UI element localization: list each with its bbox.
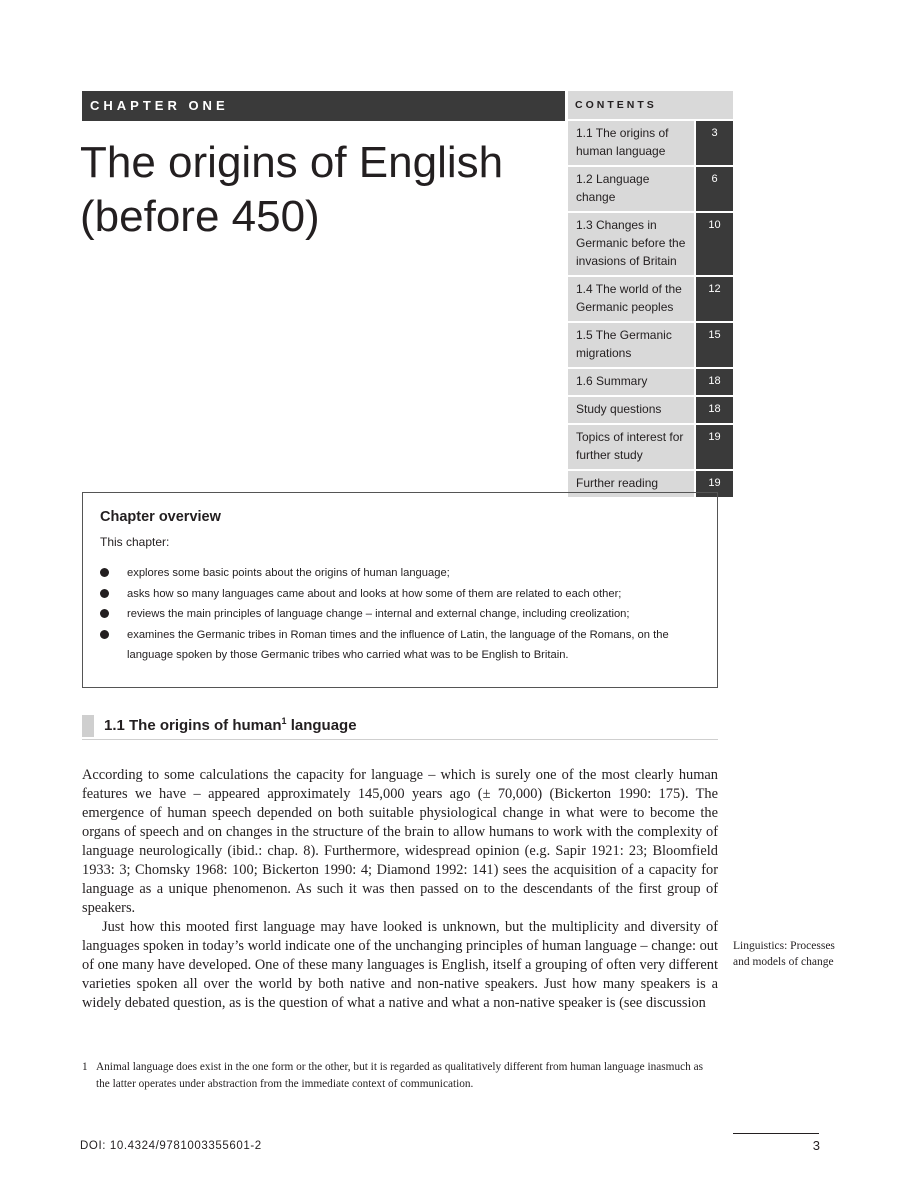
overview-item-text: explores some basic points about the origins of human language;: [127, 567, 450, 579]
footnote-ref[interactable]: 1: [281, 716, 287, 726]
chapter-title-line-1: The origins of English: [80, 138, 504, 187]
toc-entry[interactable]: [568, 277, 733, 321]
toc-entry-page: 10: [696, 213, 733, 275]
footnote-number: 1: [82, 1061, 88, 1073]
overview-item: [100, 604, 700, 625]
toc-entry-page: 18: [696, 369, 733, 395]
chapter-title: [80, 136, 550, 244]
toc-entry-label: 1.3 Changes in Germanic before the invasions of Britain: [568, 213, 694, 275]
chapter-label: CHAPTER ONE: [82, 91, 565, 121]
page-number: 3: [812, 1138, 820, 1153]
toc-entry[interactable]: [568, 369, 733, 395]
toc-entry-page: 12: [696, 277, 733, 321]
overview-item: [100, 563, 700, 584]
toc-entry[interactable]: [568, 121, 733, 165]
toc-entry-page: 18: [696, 397, 733, 423]
section-title: [104, 716, 357, 734]
section-title-suffix: language: [286, 717, 357, 734]
toc-entry-page: 19: [696, 471, 733, 497]
body-paragraph-2: Just how this mooted first language may have looked is unknown, but the multiplicity and diversity of languages spoken in today’s world indicate one of the unchanging principles of human language – change: out of one many have developed. One of these many languages is English, itself a grouping of often very different varieties spoken all over the world by both native and non-native speakers. Just how many speakers is a widely debated question, as is the question of what a native and what a non-native speaker is (see discussion: [82, 919, 718, 1011]
footnote: [82, 1059, 718, 1093]
bullet-icon: [100, 609, 109, 618]
toc-entry-label: Study questions: [568, 397, 694, 423]
chapter-overview-box: [82, 492, 718, 688]
toc-entry[interactable]: [568, 425, 733, 469]
toc-entry-label: 1.4 The world of the Germanic peoples: [568, 277, 694, 321]
overview-item: [100, 584, 700, 605]
toc-entry[interactable]: [568, 213, 733, 275]
toc-entry-label: 1.6 Summary: [568, 369, 694, 395]
toc-entry-page: 15: [696, 323, 733, 367]
overview-item-text: asks how so many languages came about and looks at how some of them are related to each other;: [127, 587, 622, 600]
toc-entry-label: 1.1 The origins of human language: [568, 121, 694, 165]
section-marker-bar: [82, 715, 94, 737]
contents-box: [568, 91, 733, 497]
toc-entry-page: 19: [696, 425, 733, 469]
overview-item: [100, 625, 700, 666]
toc-entry-label: Topics of interest for further study: [568, 425, 694, 469]
toc-entry-page: 3: [696, 121, 733, 165]
toc-entry-label: 1.2 Language change: [568, 167, 694, 211]
overview-title: Chapter overview: [100, 509, 221, 525]
toc-entry-page: 6: [696, 167, 733, 211]
body-paragraph-1: According to some calculations the capacity for language – which is surely one of the most clearly human features we have – appeared approximately 145,000 years ago (± 70,000) (Bickerton 1990: 175). The emergence of human speech depended on both suitable physiological change in what were to become the organs of speech and on changes in the structure of the brain to allow humans to work with the complexity of language neurologically (ibid.: chap. 8). Furthermore, widespread opinion (e.g. Sapir 1921: 23; Bloomfield 1933: 3; Chomsky 1968: 100; Bickerton 1990: 4; Diamond 1992: 141) sees the acquisition of a capacity for language as a unique phenomenon. As such it was then passed on to the descendants of the first group of speakers.: [82, 767, 718, 916]
bullet-icon: [100, 589, 109, 598]
overview-item-text: reviews the main principles of language change – internal and external change, including creolization;: [127, 608, 630, 620]
toc-entry[interactable]: [568, 167, 733, 211]
footnote-text: Animal language does exist in the one form or the other, but it is regarded as qualitatively different from human language inasmuch as the latter operates under abstraction from the immediate context of communication.: [96, 1061, 703, 1090]
overview-list: [100, 563, 700, 666]
toc-entry[interactable]: [568, 323, 733, 367]
toc-entry-label: 1.5 The Germanic migrations: [568, 323, 694, 367]
bullet-icon: [100, 568, 109, 577]
overview-item-text: examines the Germanic tribes in Roman times and the influence of Latin, the language of the Romans, on the language spoken by those Germanic tribes who carried what was to be English to Britain.: [127, 628, 669, 661]
bullet-icon: [100, 630, 109, 639]
toc-entry[interactable]: [568, 397, 733, 423]
section-heading: [82, 713, 718, 740]
margin-note: Linguistics: Processes and models of change: [733, 940, 835, 968]
doi-text: DOI: 10.4324/9781003355601-2: [80, 1140, 262, 1152]
contents-header: CONTENTS: [568, 91, 733, 119]
toc-entry-label: Further reading: [568, 471, 694, 497]
chapter-title-line-2: (before 450): [80, 192, 320, 241]
overview-intro: This chapter:: [100, 535, 170, 549]
section-title-text: 1.1 The origins of human: [104, 717, 282, 734]
page-number-rule: [733, 1133, 819, 1134]
